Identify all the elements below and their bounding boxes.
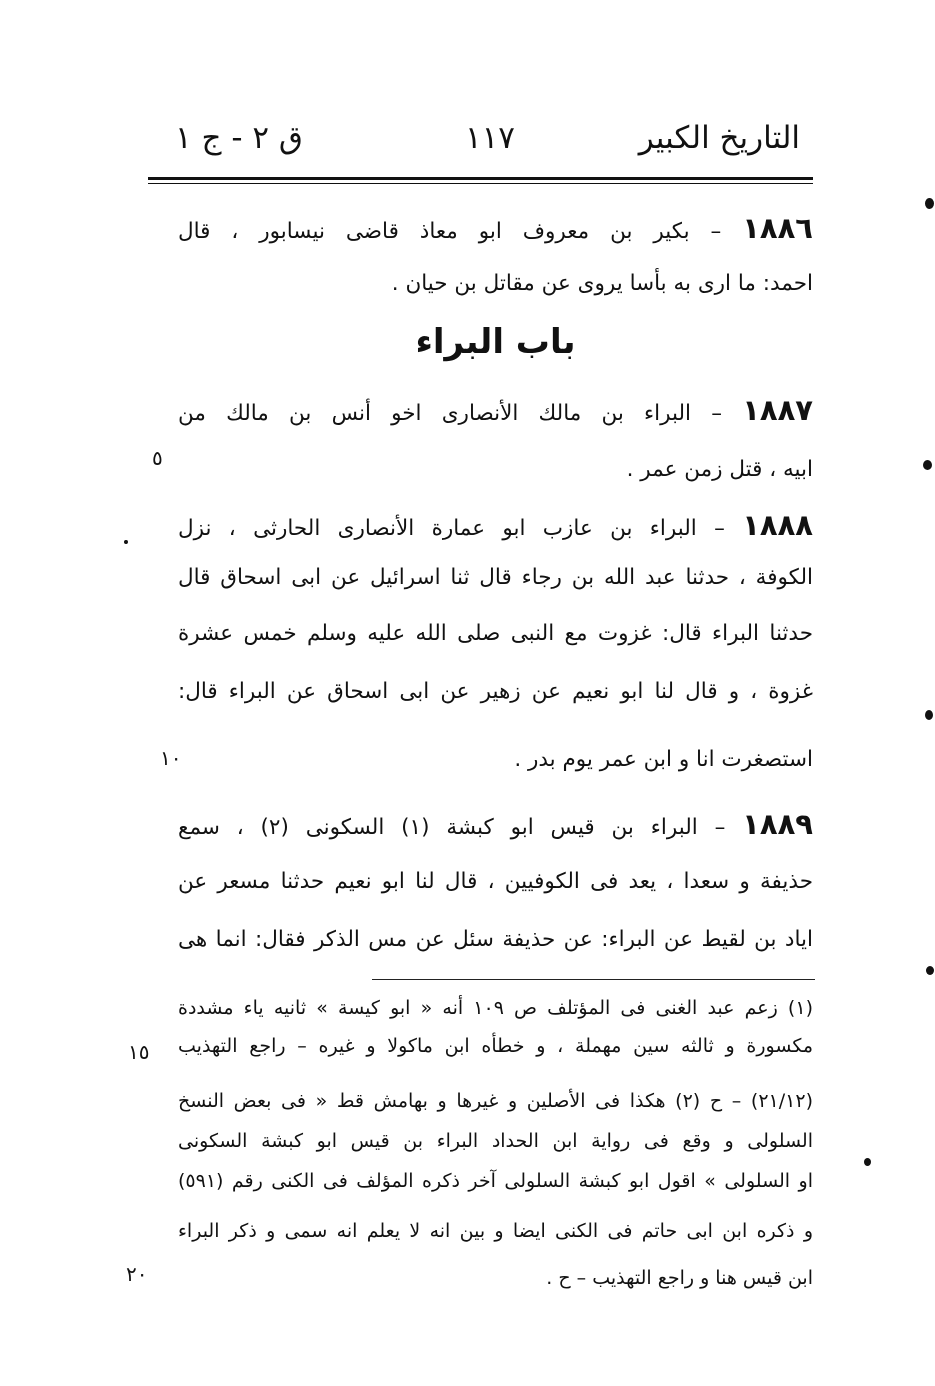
scan-speck bbox=[923, 460, 932, 470]
page-number: ١١٧ bbox=[465, 120, 515, 156]
entry-1887-line-1: ١٨٨٧ – البراء بن مالك الأنصارى اخو أنس بن مالك من bbox=[178, 393, 813, 427]
footnote-line: السلولى و وقع فى رواية ابن الحداد البراء بن قيس ابو كبشة السكونى bbox=[178, 1130, 813, 1152]
footnote-line: (٢١/١٢) – ح (٢) هكذا فى الأصلين و غيرها و بهامش قط « فى بعض النسخ bbox=[178, 1090, 813, 1112]
scan-speck bbox=[864, 1158, 871, 1166]
running-header bbox=[175, 118, 800, 168]
header-rule-thin bbox=[148, 183, 813, 184]
footnote-line: و ذكره ابن ابى حاتم فى الكنى ايضا و بين انه لا يعلم انه سمى و ذكر البراء bbox=[178, 1220, 813, 1242]
footnote-rule bbox=[372, 979, 815, 980]
entry-1888-line-4: غزوة ، و قال لنا ابو نعيم عن زهير عن ابى اسحاق عن البراء قال: bbox=[178, 679, 813, 704]
entry-1888-line-1: ١٨٨٨ – البراء بن عازب ابو عمارة الأنصارى الحارثى ، نزل bbox=[178, 508, 813, 542]
entry-number: ١٨٨٦ bbox=[742, 211, 813, 245]
entry-number: ١٨٨٩ bbox=[742, 807, 813, 841]
entry-1889-line-3: اياد بن لقيط عن البراء: عن حذيفة سئل عن مس الذكر فقال: انما هى bbox=[178, 927, 813, 952]
scan-speck bbox=[124, 540, 128, 544]
scan-speck bbox=[925, 198, 934, 209]
line-number-margin: ٥ bbox=[152, 446, 163, 470]
scan-speck bbox=[925, 710, 933, 720]
entry-1886-line-1: ١٨٨٦ – بكير بن معروف ابو معاذ قاضى نيسابور ، قال bbox=[178, 211, 813, 245]
entry-1889-line-2: حذيفة و سعدا ، يعد فى الكوفيين ، قال لنا ابو نعيم حدثنا مسعر عن bbox=[178, 869, 813, 894]
entry-1889-line-1: ١٨٨٩ – البراء بن قيس ابو كبشة (١) السكونى (٢) ، سمع bbox=[178, 807, 813, 841]
line-number-margin: ١٠ bbox=[160, 746, 182, 770]
entry-number: ١٨٨٨ bbox=[742, 508, 813, 542]
footnote-line: او السلولى » اقول ابو كبشة السلولى آخر ذكره المؤلف فى الكنى رقم (٥٩١) bbox=[178, 1170, 813, 1192]
footnote-line: ابن قيس هنا و راجع التهذيب – ح . bbox=[546, 1267, 813, 1289]
entry-1886-line-2: احمد: ما ارى به بأسا يروى عن مقاتل بن حيان . bbox=[391, 271, 813, 296]
book-title: التاريخ الكبير bbox=[638, 120, 800, 156]
volume-label: ق ٢ - ج ١ bbox=[175, 120, 303, 156]
line-number-margin: ٢٠ bbox=[126, 1262, 148, 1286]
chapter-heading: باب البراء bbox=[415, 322, 576, 362]
entry-1887-line-2: ابيه ، قتل زمن عمر . bbox=[626, 457, 813, 482]
line-number-margin: ١٥ bbox=[128, 1040, 150, 1064]
entry-1888-line-5: استصغرت انا و ابن عمر يوم بدر . bbox=[514, 747, 813, 772]
entry-number: ١٨٨٧ bbox=[742, 393, 813, 427]
entry-1888-line-3: حدثنا البراء قال: غزوت مع النبى صلى الله عليه وسلم خمس عشرة bbox=[178, 621, 813, 646]
scan-speck bbox=[926, 966, 934, 975]
entry-1888-line-2: الكوفة ، حدثنا عبد الله بن رجاء قال ثنا اسرائيل عن ابى اسحاق قال bbox=[178, 565, 813, 590]
header-rule-thick bbox=[148, 177, 813, 180]
footnote-line: (١) زعم عبد الغنى فى المؤتلف ص ١٠٩ أنه « ابو كيسة » ثانيه ياء مشددة bbox=[178, 997, 813, 1019]
footnote-line: مكسورة و ثالثه سين مهملة ، و خطأه ابن ماكولا و غيره – راجع التهذيب bbox=[178, 1035, 813, 1057]
